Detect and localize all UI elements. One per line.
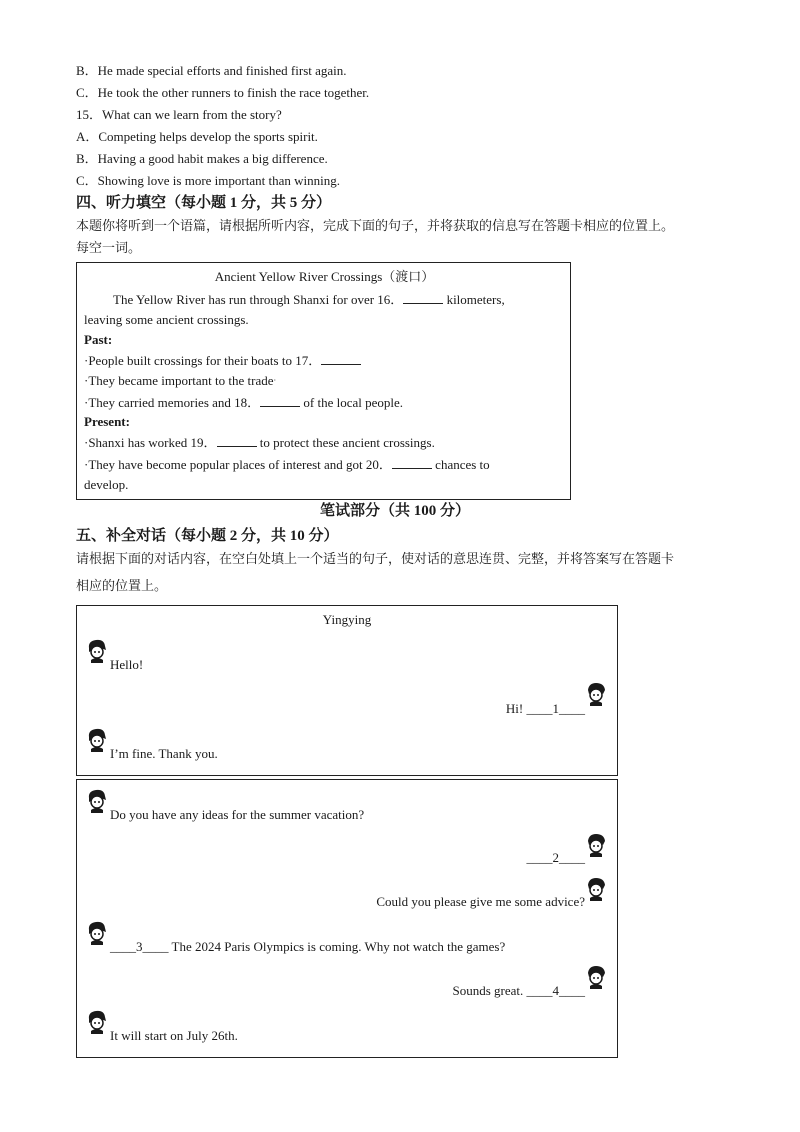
option-14-b: B．He made special efforts and finished first again. [76, 63, 347, 78]
option-15-c: C．Showing love is more important than winning. [76, 173, 340, 188]
listening-title: Ancient Yellow River Crossings（渡口） [214, 269, 435, 284]
dialog2-line-3: Could you please give me some advice? [376, 894, 585, 909]
blank-17 [321, 352, 361, 365]
listening-line-18: ·They carried memories and 18． of the local people. [84, 395, 404, 410]
section5-instructions-2: 相应的位置上。 [76, 579, 168, 594]
dialog1-line-2: Hi! ____1____ [505, 701, 585, 716]
blank-19 [217, 434, 257, 447]
blank-20 [392, 456, 432, 469]
speaker-a-avatar-icon [85, 788, 109, 814]
speaker-a-avatar-icon [85, 638, 109, 664]
speaker-b-avatar-icon [584, 876, 608, 902]
blank-18 [260, 394, 300, 407]
dialog-box-1 [76, 605, 618, 776]
listening-box [76, 262, 571, 500]
section4-instructions-1: 本题你将听到一个语篇，请根据所听内容，完成下面的句子，并将获取的信息写在答题卡相应的位置上。 [76, 219, 675, 234]
listening-line-19: ·Shanxi has worked 19． to protect these ancient crossings. [84, 435, 435, 450]
listening-line-20: ·They have become popular places of interest and got 20． chances to [84, 457, 490, 472]
speaker-a-avatar-icon [85, 727, 109, 753]
section5-heading: 五、补全对话（每小题 2 分，共 10 分） [76, 528, 339, 544]
listening-line-trade: ·They became important to the trade· [84, 373, 277, 388]
dialog2-line-1: Do you have any ideas for the summer vacation? [110, 807, 365, 822]
dialog2-line-5: Sounds great. ____4____ [452, 983, 585, 998]
speaker-b-avatar-icon [584, 681, 608, 707]
dialog2-line-6: It will start on July 26th. [110, 1028, 238, 1043]
dialog-box-2 [76, 779, 618, 1058]
listening-line-2: leaving some ancient crossings. [84, 312, 249, 327]
present-label: Present: [84, 414, 130, 429]
blank-16 [403, 291, 443, 304]
dialog-blank-4: ____4____ [526, 983, 585, 998]
dialog2-line-4: ____3____ The 2024 Paris Olympics is coming. Why not watch the games? [110, 939, 506, 954]
listening-line-17: ·People built crossings for their boats to 17． [84, 352, 361, 369]
written-part-heading: 笔试部分（共 100 分） [320, 503, 471, 519]
option-14-c: C．He took the other runners to finish the race together. [76, 85, 370, 100]
speaker-b-avatar-icon [584, 832, 608, 858]
dialog1-line-3: I’m fine. Thank you. [110, 746, 218, 761]
section5-instructions-1: 请根据下面的对话内容，在空白处填上一个适当的句子，使对话的意思连贯、完整，并将答案写在答题卡 [76, 552, 675, 567]
dialog-blank-1: ____1____ [526, 701, 585, 716]
past-label: Past: [84, 332, 113, 347]
question-15: 15．What can we learn from the story? [76, 107, 282, 122]
listening-line-develop: develop. [84, 477, 129, 492]
speaker-a-avatar-icon [85, 920, 109, 946]
dialog-title: Yingying [322, 612, 372, 627]
section4-instructions-2: 每空一词。 [76, 241, 142, 256]
speaker-b-avatar-icon [584, 964, 608, 990]
section4-heading: 四、听力填空（每小题 1 分，共 5 分） [76, 195, 332, 211]
dialog-blank-3: ____3____ [110, 939, 169, 954]
speaker-a-avatar-icon [85, 1009, 109, 1035]
dialog1-line-1: Hello! [110, 657, 144, 672]
option-15-b: B．Having a good habit makes a big difference. [76, 151, 328, 166]
option-15-a: A．Competing helps develop the sports spirit. [76, 129, 318, 144]
dialog-blank-2: ____2____ [526, 850, 585, 865]
listening-line-16: The Yellow River has run through Shanxi for over 16． kilometers, [113, 292, 505, 307]
